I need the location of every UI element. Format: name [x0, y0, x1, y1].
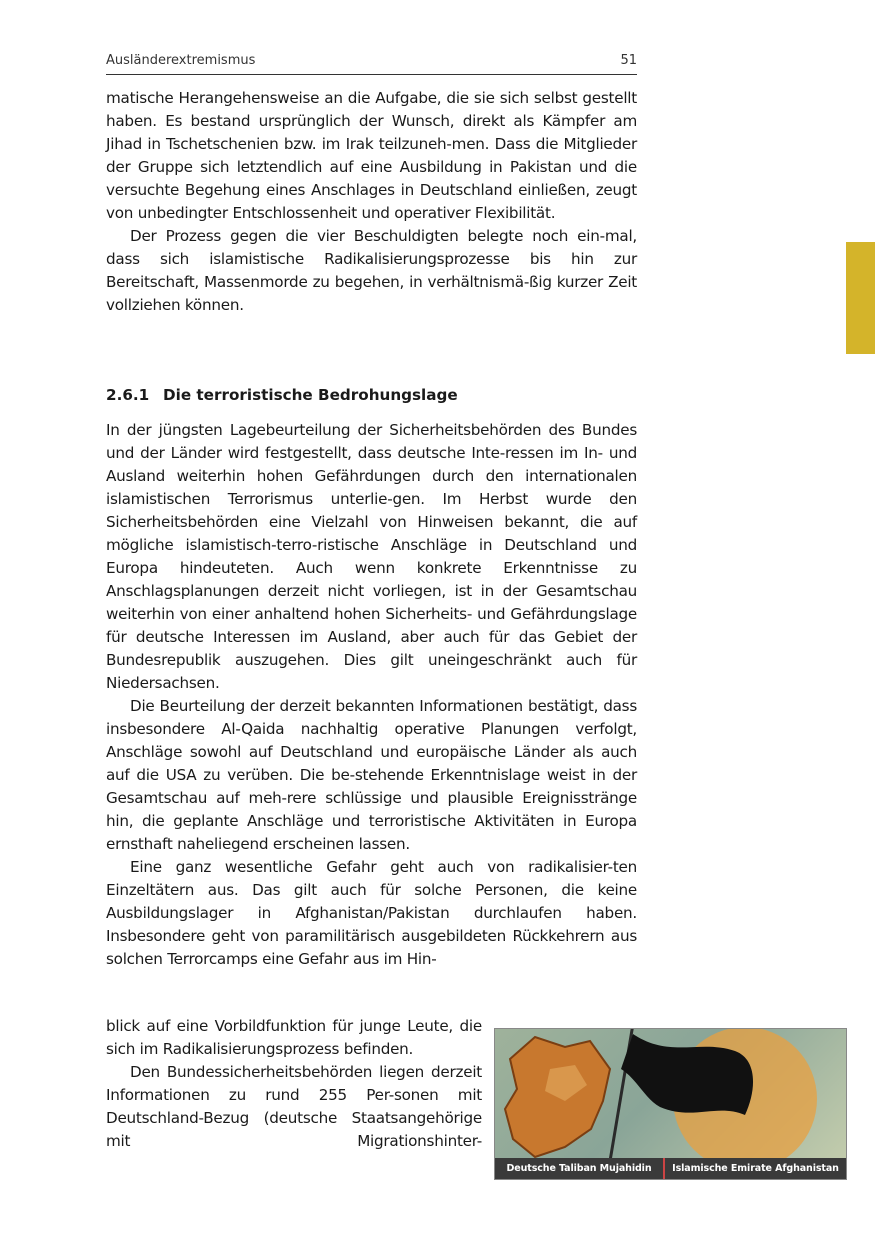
caption-right: Islamische Emirate Afghanistan [665, 1158, 846, 1179]
section-text-block [106, 419, 637, 971]
page-number: 51 [620, 53, 637, 68]
caption-left: Deutsche Taliban Mujahidin [495, 1158, 665, 1179]
body-paragraph: Eine ganz wesentliche Gefahr geht auch von radikalisier-ten Einzeltätern aus. Das gilt auch für solche Personen, die keine Ausbildungslager in Afghanistan/Pakistan durchlaufen haben. Insbesondere geht von paramilitärisch ausgebildeten Rückkehrern aus solchen Terrorcamps eine Gefahr aus im Hin- [106, 858, 637, 968]
chapter-thumb-tab [846, 242, 875, 354]
section-title: Die terroristische Bedrohungslage [163, 386, 458, 404]
intro-text-block [106, 87, 637, 317]
running-header [106, 50, 637, 75]
intro-paragraph: Der Prozess gegen die vier Beschuldigten belegte noch ein-mal, dass sich islamistische Radikalisierungsprozesse bis hin zur Bereitschaft, Massenmorde zu begehen, in verhältnismä-ßig kurzer Zeit vollziehen können. [106, 227, 637, 314]
narrow-text-block [106, 1015, 482, 1153]
section-number: 2.6.1 [106, 386, 150, 404]
body-paragraph: blick auf eine Vorbildfunktion für junge Leute, die sich im Radikalisierungsprozess befinden. [106, 1017, 482, 1058]
propaganda-graphic [495, 1029, 846, 1179]
section-heading [106, 384, 637, 406]
body-paragraph: Den Bundessicherheitsbehörden liegen derzeit Informationen zu rund 255 Per-sonen mit Deutschland-Bezug (deutsche Staatsangehörige mit Migrationshinter- [106, 1063, 482, 1150]
propaganda-image [494, 1028, 847, 1180]
body-paragraph: In der jüngsten Lagebeurteilung der Sicherheitsbehörden des Bundes und der Länder wird festgestellt, dass deutsche Inte-ressen im In- und Ausland weiterhin hohen Gefährdungen durch den internationalen islamistischen Terrorismus unterlie-gen. Im Herbst wurde den Sicherheitsbehörden eine Vielzahl von Hinweisen bekannt, die auf mögliche islamistisch-terro-ristische Anschläge in Deutschland und Europa hindeuteten. Auch wenn konkrete Erkenntnisse zu Anschlagsplanungen derzeit nicht vorliegen, ist in der Gesamtschau weiterhin von einer anhaltend hohen Sicherheits- und Gefährdungslage für deutsche Interessen im Ausland, aber auch für das Gebiet der Bundesrepublik auszugehen. Dies gilt uneingeschränkt auch für Niedersachsen. [106, 421, 637, 692]
intro-paragraph: matische Herangehensweise an die Aufgabe, die sie sich selbst gestellt haben. Es bestand ursprünglich der Wunsch, direkt als Kämpfer am Jihad in Tschetschenien bzw. im Irak teilzuneh-men. Dass die Mitglieder der Gruppe sich letztendlich auf eine Ausbildung in Pakistan und die versuchte Begehung eines Anschlages in Deutschland einließen, zeugt von unbedingter Entschlossenheit und operativer Flexibilität. [106, 89, 637, 222]
running-header-title: Ausländerextremismus [106, 53, 256, 68]
body-paragraph: Die Beurteilung der derzeit bekannten Informationen bestätigt, dass insbesondere Al-Qaida nachhaltig operative Planungen verfolgt, Anschläge sowohl auf Deutschland und europäische Länder als auch auf die USA zu verüben. Die be-stehende Erkenntnislage weist in der Gesamtschau auf meh-rere schlüssige und plausible Ereignisstränge hin, die geplante Anschläge und terroristische Aktivitäten in Europa ernsthaft naheliegend erscheinen lassen. [106, 697, 637, 853]
